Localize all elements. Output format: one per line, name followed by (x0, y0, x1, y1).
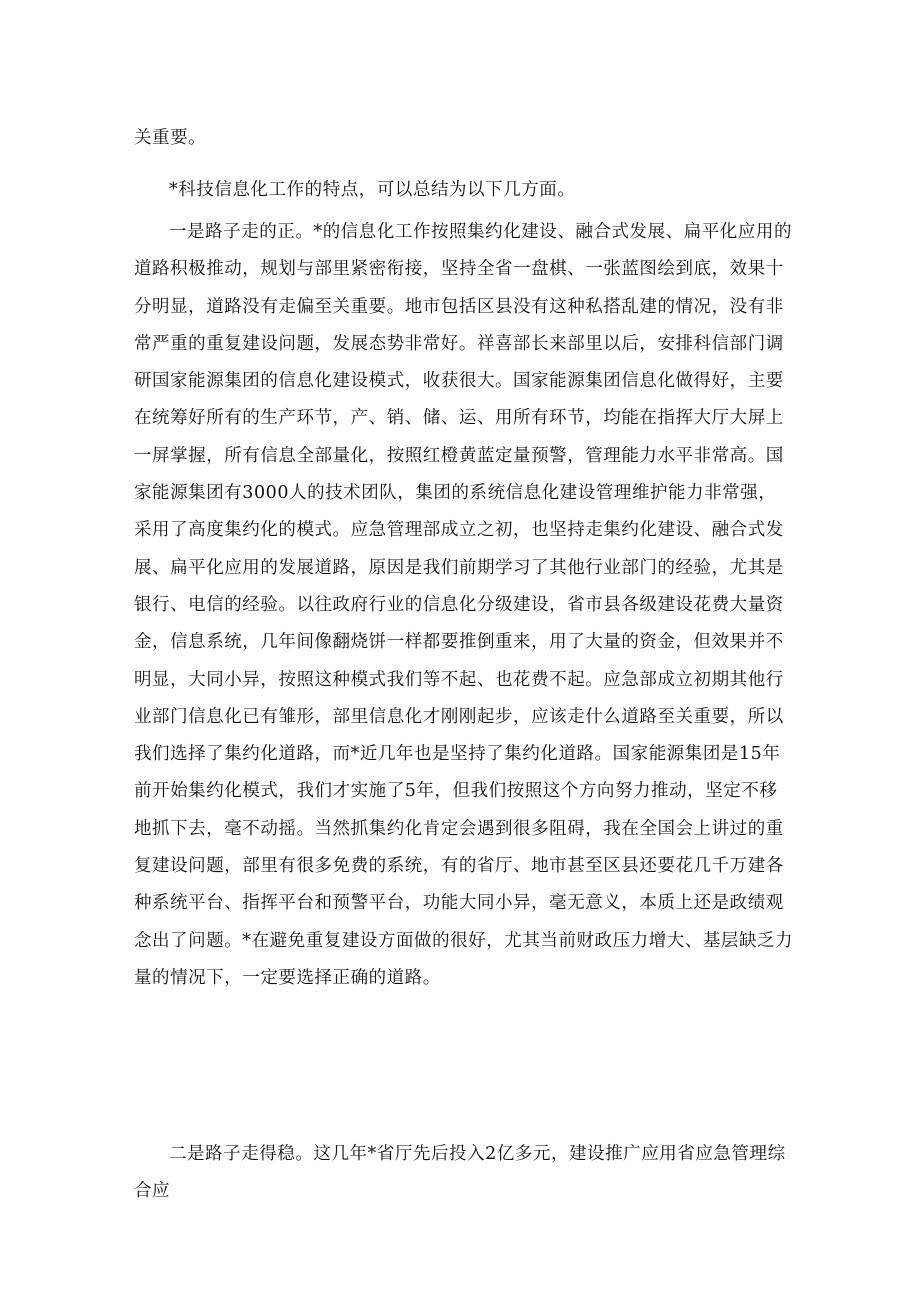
paragraph-continuation (134, 120, 794, 157)
paragraph-text: 二是路子走得稳。这几年*省厅先后投入2亿多元，建设推广应用省应急管理综合应 (134, 1144, 786, 1202)
paragraph-text: *科技信息化工作的特点，可以总结为以下几方面。 (169, 180, 576, 200)
paragraph-text: 关重要。 (134, 128, 207, 148)
paragraph-text: 一是路子走的正。*的信息化工作按照集约化建设、融合式发展、扁平化应用的道路积极推动，规划与部里紧密衔接，坚持全省一盘棋、一张蓝图绘到底，效果十分明显，道路没有走偏至关重要。地市包括区县没有这种私搭乱建的情况，没有非常严重的重复建设问题，发展态势非常好。祥喜部长来部里以后，安排科信部门调研国家能源集团的信息化建设模式，收获很大。国家能源集团信息化做得好，主要在统筹好所有的生产环节，产、销、储、运、用所有环节，均能在指挥大厅大屏上一屏掌握，所有信息全部量化，按照红橙黄蓝定量预警，管理能力水平非常高。国家能源集团有3000人的技术团队，集团的系统信息化建设管理维护能力非常强，采用了高度集约化的模式。应急管理部成立之初，也坚持走集约化建设、融合式发展、扁平化应用的发展道路，原因是我们前期学习了其他行业部门的经验，尤其是银行、电信的经验。以往政府行业的信息化分级建设，省市县各级建设花费大量资金，信息系统，几年间像翻烧饼一样都要推倒重来，用了大量的资金，但效果并不明显，大同小异，按照这种模式我们等不起、也花费不起。应急部成立初期其他行业部门信息化已有雏形，部里信息化才刚刚起步，应该走什么道路至关重要，所以我们选择了集约化道路，而*近几年也是坚持了集约化道路。国家能源集团是15年前开始集约化模式，我们才实施了5年，但我们按照这个方向努力推动，坚定不移地抓下去，毫不动摇。当然抓集约化肯定会遇到很多阻碍，我在全国会上讲过的重复建设问题，部里有很多免费的系统，有的省厅、地市甚至区县还要花几千万建各种系统平台、指挥平台和预警平台，功能大同小异，毫无意义，本质上还是政绩观念出了问题。*在避免重复建设方面做的很好，尤其当前财政压力增大、基层缺乏力量的情况下，一定要选择正确的道路。 (134, 222, 794, 988)
paragraph-point-one (134, 214, 794, 997)
paragraph-point-two (134, 1136, 794, 1211)
paragraph-summary-intro (134, 172, 794, 209)
